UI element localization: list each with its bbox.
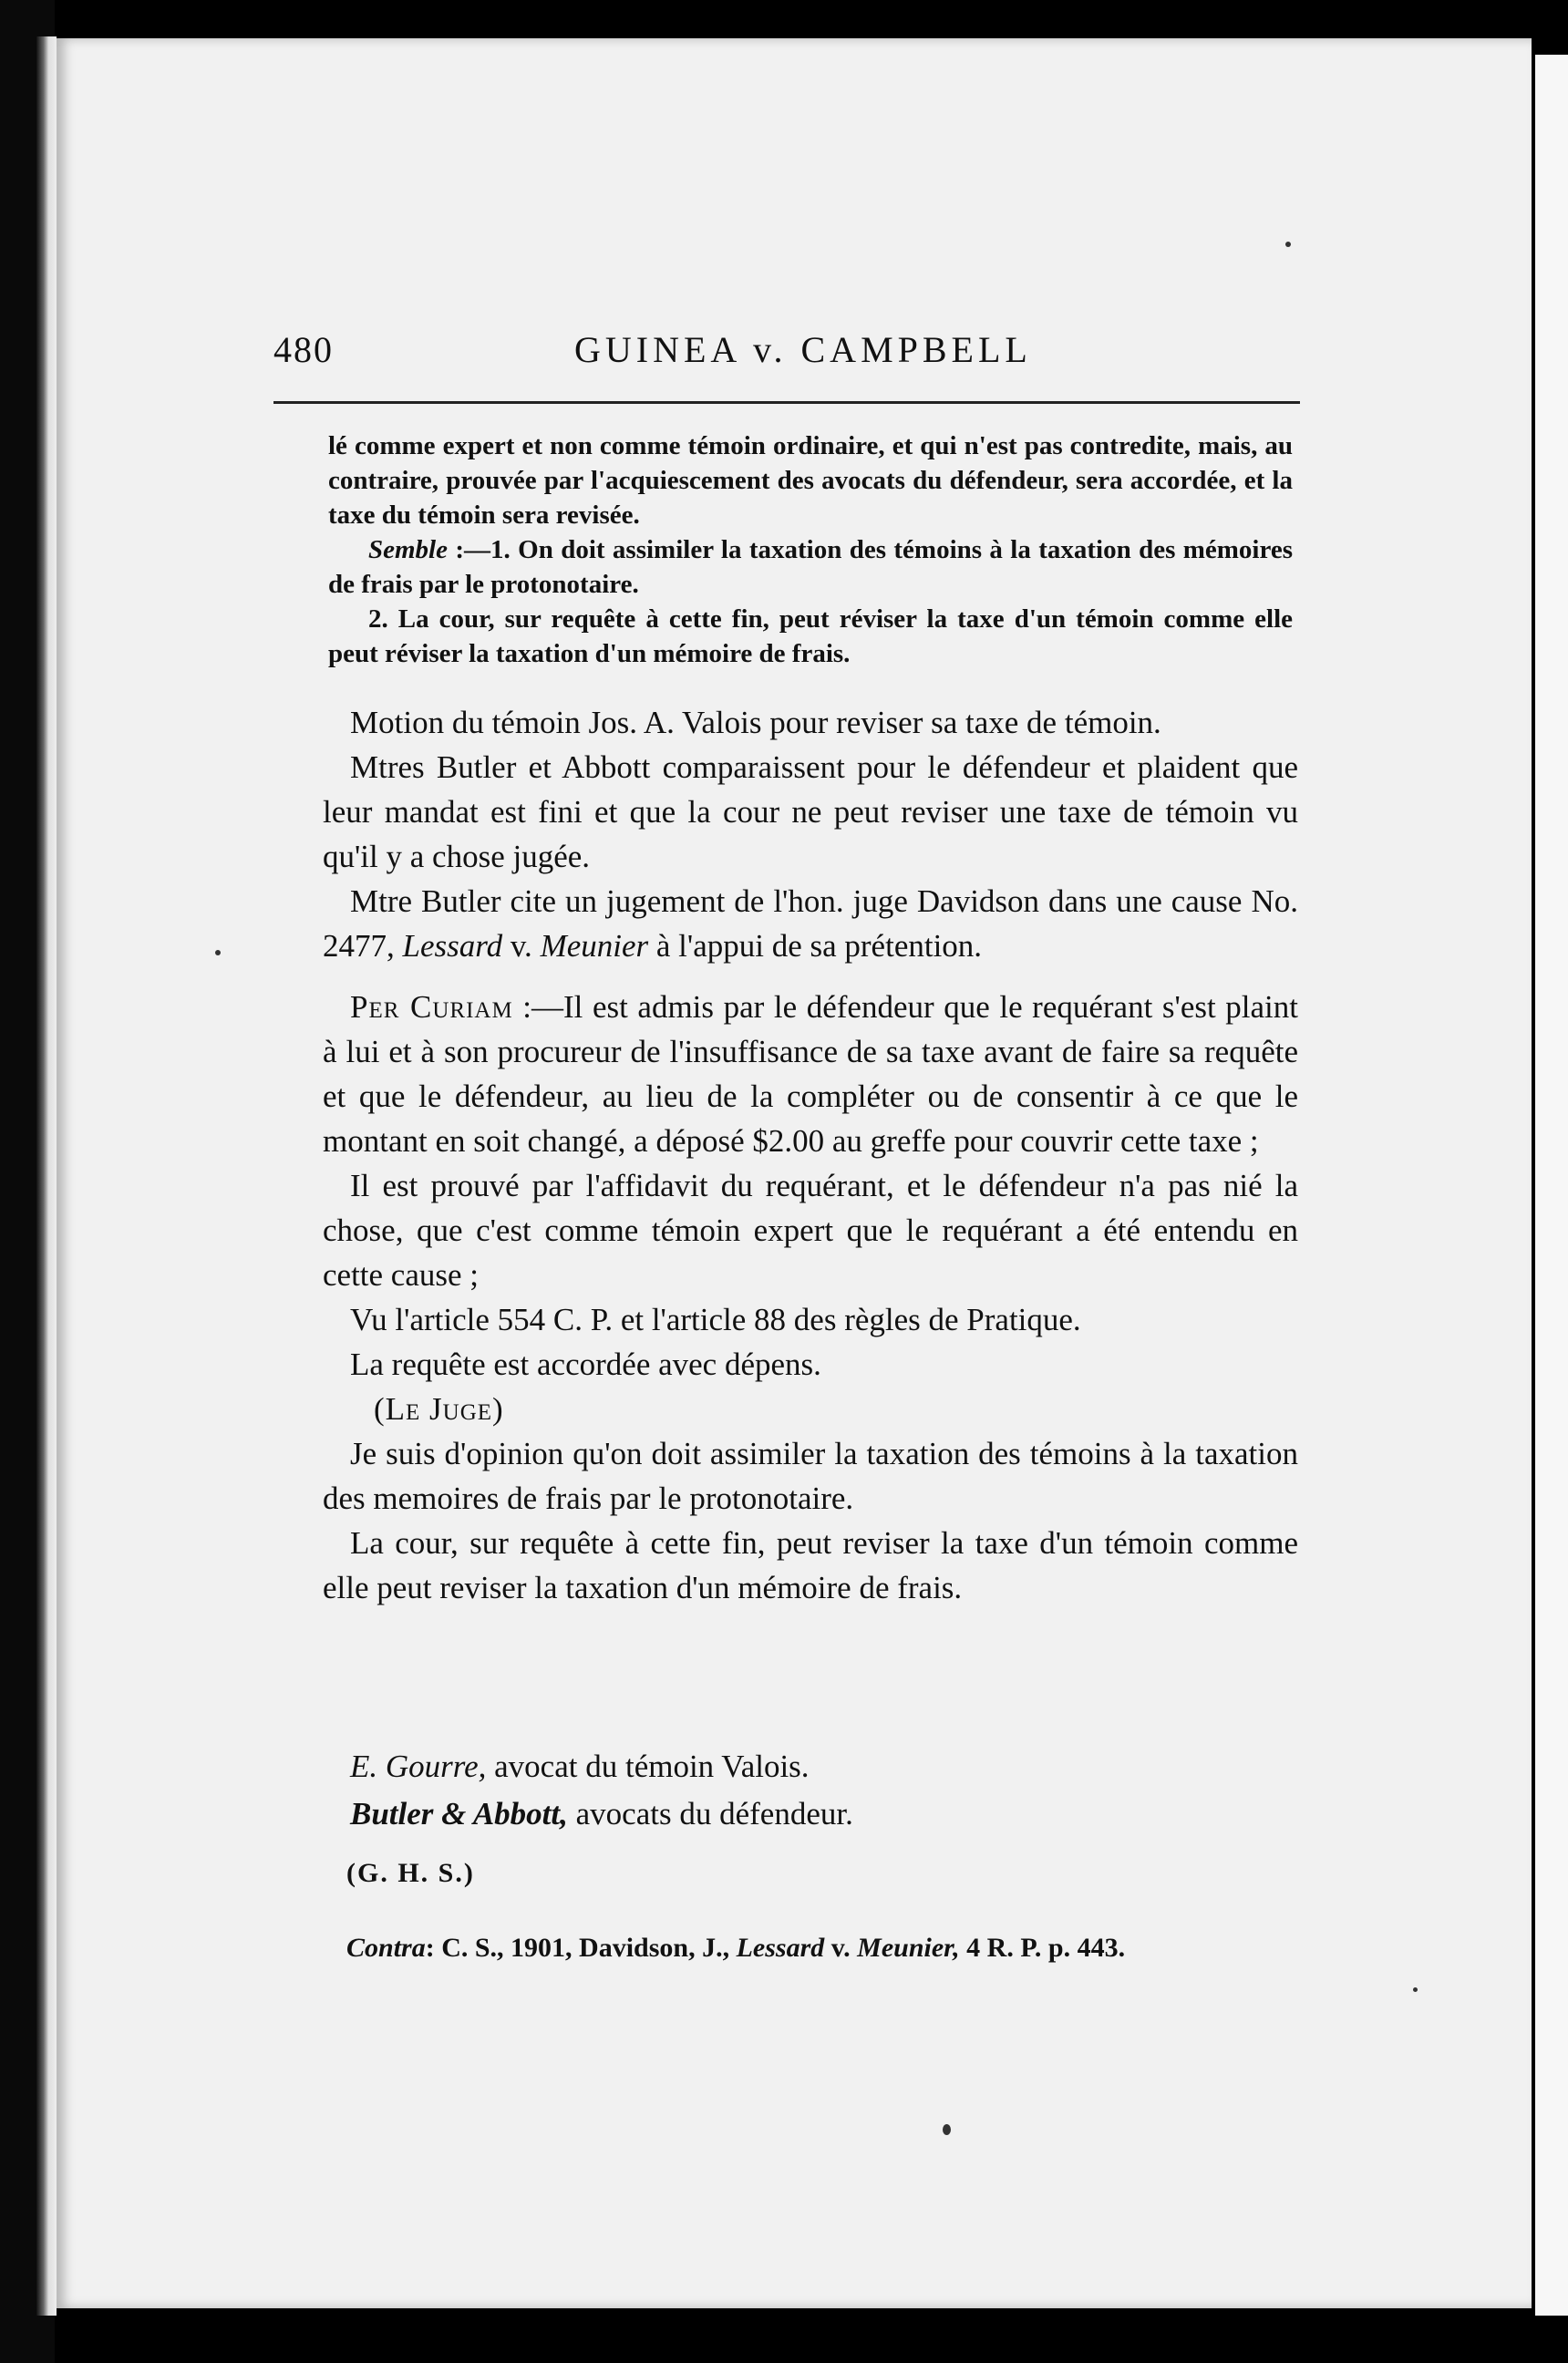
headnote-summary bbox=[328, 428, 1293, 671]
next-page-edge bbox=[1535, 55, 1568, 2316]
contra-party-1: Lessard bbox=[736, 1933, 825, 1963]
page-number: 480 bbox=[273, 329, 334, 370]
semble-text: :—1. On doit assimiler la taxation des témoins à la taxation des mémoires de frais par le protonotaire. bbox=[328, 535, 1293, 599]
paragraph-per-curiam bbox=[323, 985, 1298, 1163]
contra-text: : C. S., 1901, Davidson, J., bbox=[425, 1933, 737, 1963]
scan-speck bbox=[1413, 1987, 1418, 1992]
scan-frame-left bbox=[0, 0, 55, 2363]
per-curiam-label: Per Curiam bbox=[350, 989, 513, 1025]
header-rule bbox=[273, 401, 1300, 404]
counsel-witness-name: E. Gourre, bbox=[350, 1749, 487, 1784]
book-spine-edge bbox=[36, 36, 57, 2316]
contra-label: Contra bbox=[346, 1933, 426, 1963]
counsel-witness-role: avocat du témoin Valois. bbox=[486, 1749, 810, 1784]
counsel-defendant bbox=[350, 1790, 1298, 1838]
scan-speck bbox=[1285, 242, 1291, 247]
le-juge-heading: (Le Juge) bbox=[374, 1391, 504, 1427]
reporter-initials: (G. H. S.) bbox=[346, 1858, 475, 1888]
paragraph-granted: La requête est accordée avec dépens. bbox=[350, 1347, 821, 1382]
headnote-semble bbox=[328, 532, 1293, 602]
counsel-defendant-name: Butler & Abbott, bbox=[350, 1796, 568, 1832]
headnote-line: lé comme expert et non comme témoin ordinaire, et qui n'est pas contredite, mais, au contraire, prouvée par l'acquiescement des avocats du défendeur, sera accordée, et la taxe du témoin sera revisée. bbox=[328, 431, 1293, 530]
paragraph-court-power: La cour, sur requête à cette fin, peut reviser la taxe d'un témoin comme elle peut reviser la taxation d'un mémoire de frais. bbox=[323, 1525, 1298, 1605]
citation-text-end: à l'appui de sa prétention. bbox=[648, 928, 983, 964]
case-party-1: Lessard bbox=[402, 928, 503, 964]
per-curiam-text: :—Il est admis par le défendeur que le requérant s'est plaint à lui et à son procureur de l'insuffisance de sa taxe avant de faire sa requête et que le défendeur, au lieu de la compléter ou de consentir à ce que le montant en soit changé, a déposé $2.00 au greffe pour couvrir cette taxe ; bbox=[323, 989, 1298, 1159]
case-party-2: Meunier bbox=[540, 928, 649, 964]
contra-party-2: Meunier, bbox=[857, 1933, 960, 1963]
citation-text: Mtre Butler cite un jugement de l'hon. juge Davidson dans une cause No. 2477, bbox=[323, 883, 1298, 964]
paragraph-counsel-plea: Mtres Butler et Abbott comparaissent pour le défendeur et plaident que leur mandat est fini et que la cour ne peut reviser une taxe de témoin vu qu'il y a chose jugée. bbox=[323, 749, 1298, 874]
scan-speck bbox=[943, 2124, 951, 2135]
running-title: GUINEA v. CAMPBELL bbox=[574, 329, 1032, 370]
counsel-witness bbox=[350, 1743, 1298, 1790]
paragraph-affidavit: Il est prouvé par l'affidavit du requérant, et le défendeur n'a pas nié la chose, que c'est comme témoin expert que le requérant a été entendu en cette cause ; bbox=[323, 1168, 1298, 1293]
paragraph-article: Vu l'article 554 C. P. et l'article 88 des règles de Pratique. bbox=[350, 1302, 1081, 1337]
semble-label: Semble bbox=[368, 535, 448, 564]
paragraph-citation bbox=[323, 879, 1298, 968]
scan-speck bbox=[215, 950, 221, 955]
counsel-list bbox=[323, 1743, 1298, 1838]
paragraph-motion: Motion du témoin Jos. A. Valois pour reviser sa taxe de témoin. bbox=[350, 705, 1161, 740]
versus: v. bbox=[502, 928, 541, 964]
paragraph-opinion: Je suis d'opinion qu'on doit assimiler la taxation des témoins à la taxation des memoires de frais par le protonotaire. bbox=[323, 1436, 1298, 1516]
page-header bbox=[273, 328, 1313, 383]
contra-text-end: 4 R. P. p. 443. bbox=[959, 1933, 1126, 1963]
contra-versus: v. bbox=[824, 1933, 858, 1963]
headnote-point-2: 2. La cour, sur requête à cette fin, peut réviser la taxe d'un témoin comme elle peut réviser la taxation d'un mémoire de frais. bbox=[328, 604, 1293, 668]
contra-citation bbox=[346, 1933, 1125, 1964]
counsel-defendant-role: avocats du défendeur. bbox=[567, 1796, 853, 1832]
judgment-body bbox=[323, 700, 1298, 1610]
